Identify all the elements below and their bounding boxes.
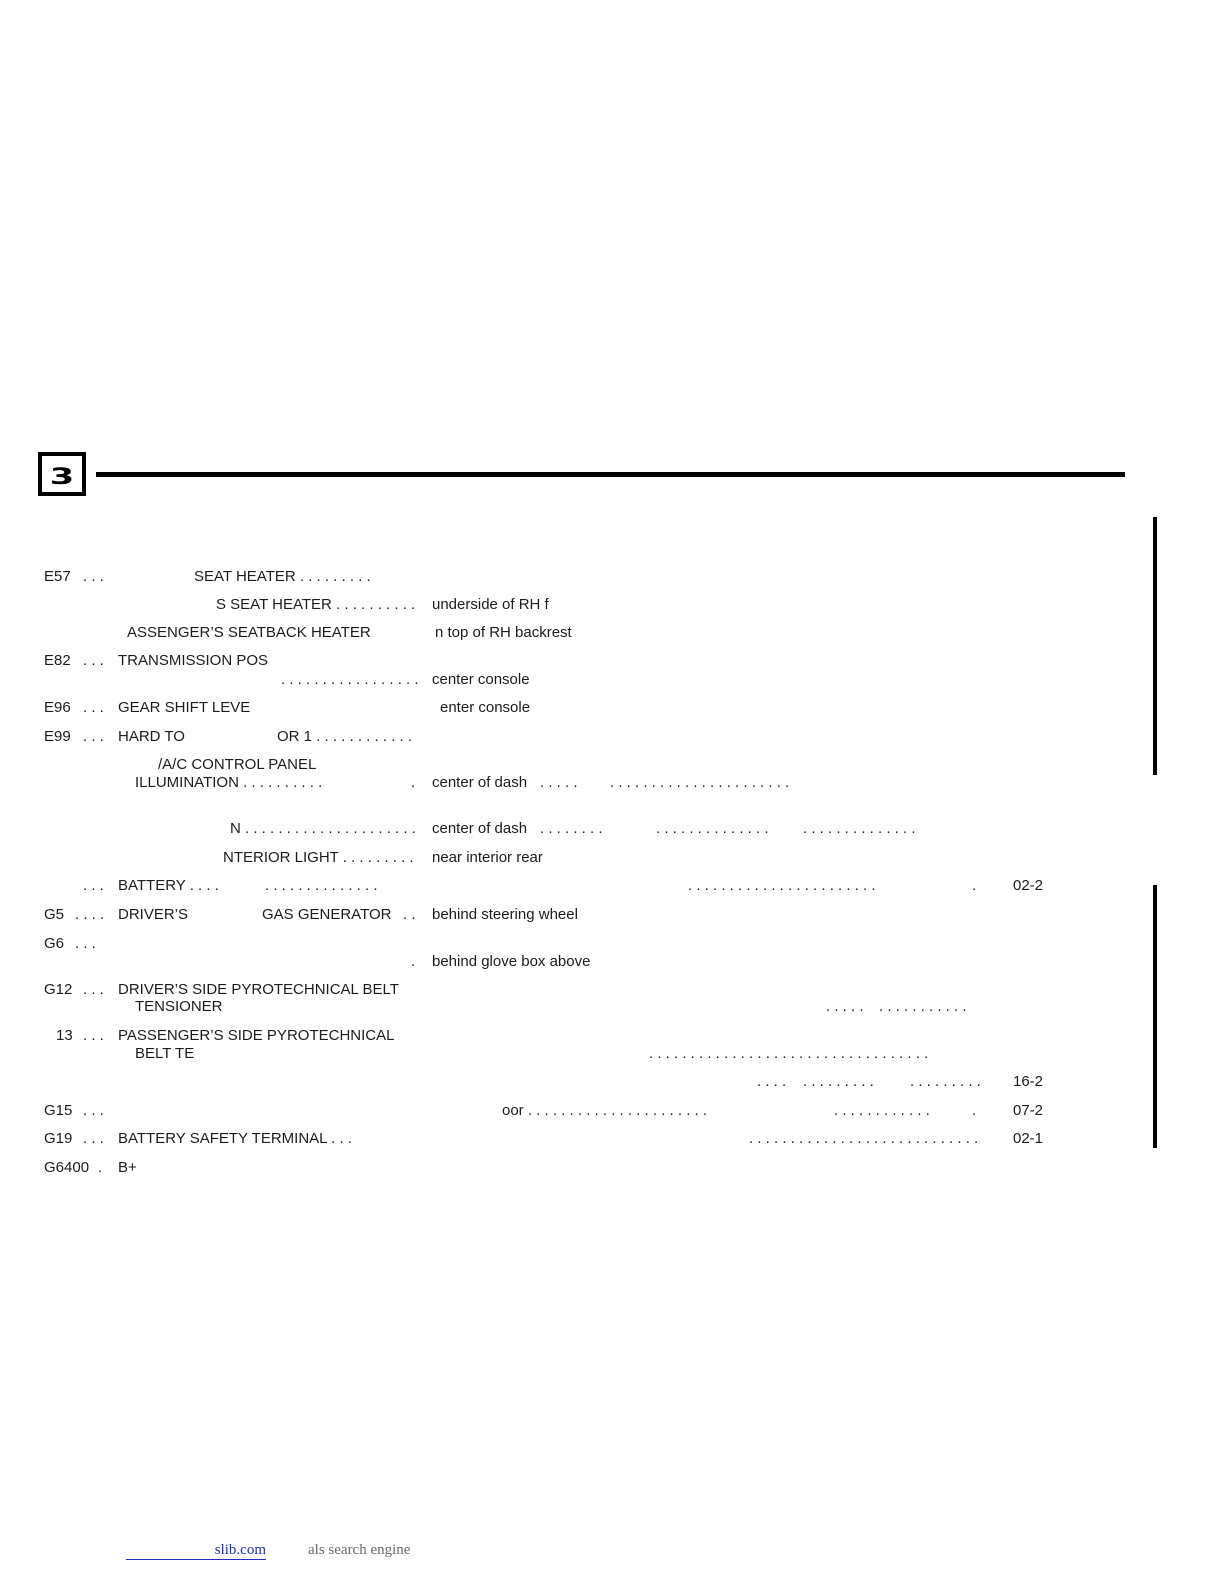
page-reference: 07-2	[1013, 1102, 1044, 1119]
component-description: NTERIOR LIGHT . . . . . . . . .	[223, 849, 414, 866]
dot-leader: . . .	[83, 699, 104, 716]
dot-leader: . . . . . . . . . . . .	[834, 1102, 930, 1119]
dot-leader: .	[411, 953, 416, 970]
footer-tagline: als search engine	[308, 1542, 411, 1558]
header-rule	[96, 472, 1125, 477]
location-text: center of dash	[432, 774, 528, 791]
revision-bar-lower	[1153, 885, 1157, 1148]
component-code: 13	[56, 1027, 73, 1044]
dot-leader: . . . . . . . . . . . . . .	[265, 877, 378, 894]
location-text: behind steering wheel	[432, 906, 578, 923]
revision-bar-upper	[1153, 517, 1157, 775]
component-description: TRANSMISSION POS	[118, 652, 269, 669]
dot-leader: . . . . . . . . . . . . . . . . . . . . . . .	[688, 877, 876, 894]
dot-leader: . .	[403, 906, 416, 923]
dot-leader: . . . . . . . . . . . . . . . . . . . . . .	[610, 774, 790, 791]
location-text: center console	[432, 671, 530, 688]
dot-leader: . . .	[83, 568, 104, 585]
location-text: center of dash	[432, 820, 528, 837]
component-code: G6	[44, 935, 65, 952]
dot-leader: .	[972, 1102, 977, 1119]
component-code: G19	[44, 1130, 73, 1147]
component-description: GAS GENERATOR	[262, 906, 392, 923]
dot-leader: . . . . . . . . . . . . . . . . .	[281, 671, 419, 688]
component-description: BATTERY SAFETY TERMINAL . . .	[118, 1130, 352, 1147]
dot-leader: . . . . . . . . . . . . . . . . . . . . . . . . . . . .	[749, 1130, 979, 1147]
component-description: DRIVER’S	[118, 906, 189, 923]
dot-leader: . . .	[75, 935, 96, 952]
dot-leader: . . . .	[75, 906, 105, 923]
component-code: G6400	[44, 1159, 90, 1176]
component-code: G15	[44, 1102, 73, 1119]
dot-leader: . . .	[83, 1102, 104, 1119]
dot-leader: .	[98, 1159, 103, 1176]
location-text: n top of RH backrest	[435, 624, 572, 641]
component-description: ILLUMINATION . . . . . . . . . .	[135, 774, 323, 791]
component-code: E96	[44, 699, 71, 716]
page-reference: 16-2	[1013, 1073, 1044, 1090]
dot-leader: . . .	[83, 728, 104, 745]
dot-leader: . . . . . . . . .	[803, 1073, 874, 1090]
dot-leader: . . .	[83, 877, 104, 894]
dot-leader: .	[411, 774, 416, 791]
component-description: S SEAT HEATER . . . . . . . . . .	[216, 596, 416, 613]
component-description: BELT TE	[135, 1045, 195, 1062]
component-code: E57	[44, 568, 71, 585]
location-text: enter console	[440, 699, 531, 716]
dot-leader: . . . . .	[540, 774, 578, 791]
dot-leader: . . .	[83, 981, 104, 998]
page-reference: 02-2	[1013, 877, 1044, 894]
dot-leader: . . .	[83, 652, 104, 669]
dot-leader: . . . . . . . . . . . . . . . . . . . . . . . . . . . . . . . . . .	[649, 1045, 929, 1062]
dot-leader: . . . . . . . .	[540, 820, 603, 837]
component-description: B+	[118, 1159, 137, 1176]
component-code: G5	[44, 906, 65, 923]
page-reference: 02-1	[1013, 1130, 1044, 1147]
location-text: underside of RH f	[432, 596, 549, 613]
dot-leader: . . . .	[757, 1073, 787, 1090]
footer-site-link[interactable]: slib.com	[126, 1542, 266, 1560]
component-description: TENSIONER	[135, 998, 223, 1015]
component-description: BATTERY . . . .	[118, 877, 219, 894]
dot-leader: . . .	[83, 1130, 104, 1147]
component-description: N . . . . . . . . . . . . . . . . . . . . .	[230, 820, 416, 837]
component-description: ASSENGER’S SEATBACK HEATER	[127, 624, 371, 641]
chapter-tab	[38, 452, 86, 496]
component-description: PASSENGER’S SIDE PYROTECHNICAL	[118, 1027, 395, 1044]
component-description: DRIVER’S SIDE PYROTECHNICAL BELT	[118, 981, 399, 998]
dot-leader: . . . . . . . . . . . . . .	[656, 820, 769, 837]
component-description: OR 1 . . . . . . . . . . . .	[277, 728, 413, 745]
dot-leader: . . .	[83, 1027, 104, 1044]
component-code: E82	[44, 652, 71, 669]
chapter-number: 3	[49, 465, 75, 490]
dot-leader: . . . . . . . . .	[910, 1073, 981, 1090]
component-code: G12	[44, 981, 73, 998]
dot-leader: . . . . .	[826, 998, 864, 1015]
component-code: E99	[44, 728, 71, 745]
component-description: SEAT HEATER . . . . . . . . .	[194, 568, 371, 585]
location-text: oor . . . . . . . . . . . . . . . . . . . . . .	[502, 1102, 708, 1119]
dot-leader: .	[972, 877, 977, 894]
dot-leader: . . . . . . . . . . .	[879, 998, 967, 1015]
dot-leader: . . . . . . . . . . . . . .	[803, 820, 916, 837]
location-text: near interior rear	[432, 849, 543, 866]
component-description: /A/C CONTROL PANEL	[158, 756, 317, 773]
component-description: HARD TO	[118, 728, 185, 745]
component-description: GEAR SHIFT LEVE	[118, 699, 251, 716]
location-text: behind glove box above	[432, 953, 591, 970]
